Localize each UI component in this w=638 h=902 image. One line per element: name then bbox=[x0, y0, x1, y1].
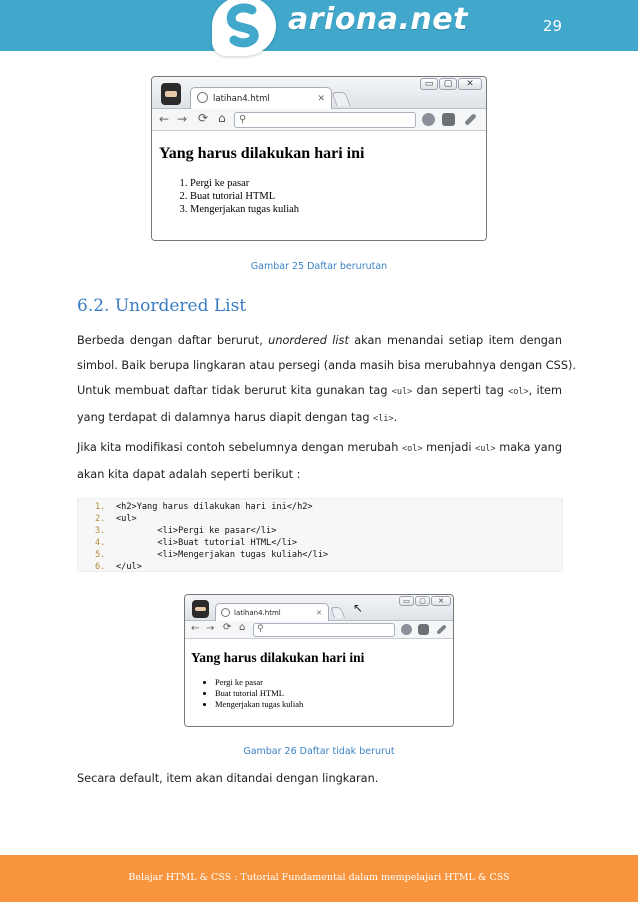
text-line: akan kita dapat adalah seperti berikut : bbox=[77, 468, 301, 481]
browser-screenshot-unordered bbox=[184, 594, 454, 727]
list-item: 2. Buat tutorial HTML bbox=[190, 190, 299, 203]
list-item: • Mengerjakan tugas kuliah bbox=[215, 699, 303, 710]
list-item: 3. Mengerjakan tugas kuliah bbox=[190, 203, 299, 216]
browser-screenshot-ordered bbox=[151, 76, 487, 241]
browser-content bbox=[185, 639, 453, 726]
home-icon[interactable]: ⌂ bbox=[239, 622, 246, 633]
maximize-button[interactable]: ▢ bbox=[439, 78, 457, 90]
text-line: Berbeda dengan daftar berurut, unordered list akan menandai setiap item dengan bbox=[77, 334, 562, 347]
ninja-avatar-icon bbox=[161, 83, 181, 105]
list-item: 1. Pergi ke pasar bbox=[190, 177, 299, 190]
search-icon: ⚲ bbox=[239, 114, 247, 125]
inline-code: <ol> bbox=[508, 387, 529, 397]
gear-icon[interactable] bbox=[422, 113, 435, 126]
unordered-list bbox=[201, 677, 303, 710]
text-line: Secara default, item akan ditandai dengan lingkaran. bbox=[77, 772, 379, 785]
reload-icon[interactable]: ⟳ bbox=[223, 622, 232, 633]
browser-tab[interactable] bbox=[190, 87, 332, 109]
paragraph bbox=[77, 328, 577, 432]
list-item: • Buat tutorial HTML bbox=[215, 688, 303, 699]
paragraph bbox=[77, 435, 562, 487]
page-header bbox=[0, 0, 638, 51]
back-arrow-icon[interactable]: ← bbox=[191, 623, 200, 634]
address-bar[interactable] bbox=[253, 623, 395, 637]
site-logo[interactable] bbox=[212, 0, 468, 56]
forward-arrow-icon[interactable]: → bbox=[206, 623, 215, 634]
new-tab-button[interactable] bbox=[330, 607, 345, 618]
wrench-icon[interactable] bbox=[436, 624, 447, 635]
tab-title: latihan4.html bbox=[234, 608, 281, 617]
figure-caption: Gambar 25 Daftar berurutan bbox=[250, 261, 388, 272]
logo-badge-icon bbox=[212, 0, 276, 56]
code-listing: 1. <h2>Yang harus dilakukan hari ini</h2> 2. <ul> 3. <li>Pergi ke pasar</li> 4. <li>Buat tutorial HTML</li> 5. <li>Mengerjakan tugas kuliah</li> 6. </ul> bbox=[77, 498, 563, 572]
page-number: 29 bbox=[542, 17, 562, 35]
gear-icon[interactable] bbox=[401, 624, 412, 635]
text-line: Jika kita modifikasi contoh sebelumnya dengan merubah <ol> menjadi <ul> maka yang bbox=[77, 441, 562, 454]
wrench-icon[interactable] bbox=[464, 113, 476, 125]
text-line: simbol. Baik berupa lingkaran atau persegi (anda masih bisa merubahnya dengan CSS). bbox=[77, 359, 577, 372]
page-heading: Yang harus dilakukan hari ini bbox=[159, 145, 365, 162]
forward-arrow-icon[interactable]: → bbox=[177, 112, 188, 126]
browser-titlebar bbox=[185, 595, 453, 621]
browser-titlebar bbox=[152, 77, 486, 109]
browser-content bbox=[152, 131, 486, 240]
inline-code: <ul> bbox=[391, 387, 413, 397]
inline-code: <li> bbox=[373, 414, 394, 424]
figure-caption: Gambar 26 Daftar tidak berurut bbox=[243, 746, 395, 757]
tab-close-icon[interactable]: ✕ bbox=[316, 608, 322, 617]
minimize-button[interactable]: ▭ bbox=[420, 78, 438, 90]
browser-toolbar bbox=[185, 621, 453, 639]
logo-text: ariona.net bbox=[288, 2, 468, 37]
page-heading: Yang harus dilakukan hari ini bbox=[191, 650, 365, 665]
maximize-button[interactable]: ▢ bbox=[415, 596, 430, 606]
tab-title: latihan4.html bbox=[213, 93, 270, 104]
search-icon: ⚲ bbox=[257, 624, 264, 634]
text-line: Untuk membuat daftar tidak berurut kita gunakan tag <ul> dan seperti tag <ol>, item bbox=[77, 384, 562, 397]
ordered-list bbox=[172, 177, 299, 216]
page-footer bbox=[0, 855, 638, 902]
footer-text: Belajar HTML & CSS : Tutorial Fundamental dalam mempelajari HTML & CSS bbox=[128, 872, 510, 883]
reload-icon[interactable]: ⟳ bbox=[198, 111, 209, 125]
inline-code: <ul> bbox=[475, 444, 496, 454]
browser-tab[interactable] bbox=[215, 603, 329, 621]
list-item: • Pergi ke pasar bbox=[215, 677, 303, 688]
back-arrow-icon[interactable]: ← bbox=[159, 112, 170, 126]
address-bar[interactable] bbox=[234, 112, 416, 128]
window-close-button[interactable]: ✕ bbox=[431, 596, 451, 606]
new-tab-button[interactable] bbox=[331, 92, 350, 106]
wordpress-icon[interactable] bbox=[442, 113, 455, 126]
wordpress-icon[interactable] bbox=[418, 624, 429, 635]
ninja-avatar-icon bbox=[192, 600, 209, 618]
globe-icon bbox=[221, 608, 230, 617]
minimize-button[interactable]: ▭ bbox=[399, 596, 414, 606]
mouse-cursor-icon: ↖ bbox=[353, 601, 364, 615]
tab-close-icon[interactable]: ✕ bbox=[317, 93, 325, 104]
inline-code: <ol> bbox=[401, 444, 423, 454]
paragraph bbox=[77, 766, 562, 791]
text-line: yang terdapat di dalamnya harus diapit dengan tag <li>. bbox=[77, 411, 398, 424]
window-close-button[interactable]: ✕ bbox=[458, 78, 482, 90]
globe-icon bbox=[197, 92, 208, 103]
home-icon[interactable]: ⌂ bbox=[218, 111, 226, 125]
browser-toolbar bbox=[152, 109, 486, 131]
section-heading: 6.2. Unordered List bbox=[77, 296, 247, 316]
